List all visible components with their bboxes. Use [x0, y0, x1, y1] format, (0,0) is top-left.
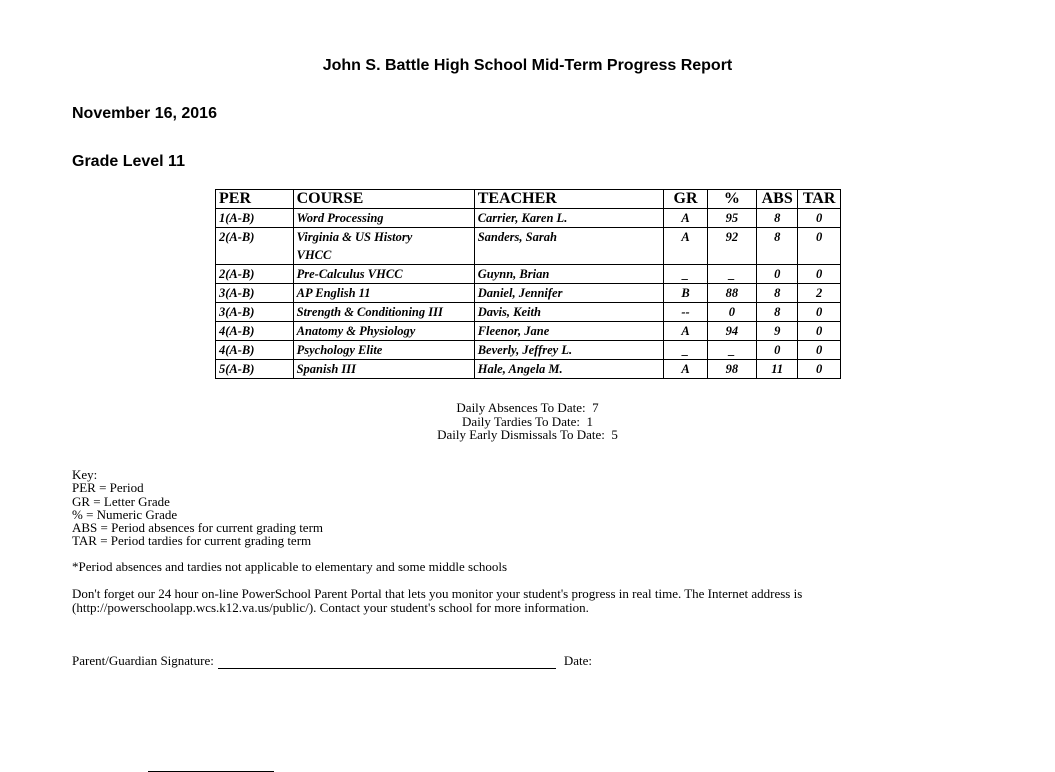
cell-abs: 11: [757, 360, 798, 379]
portal-notice: Don't forget our 24 hour on-line PowerSchool Parent Portal that lets you monitor your student's progress in real time. The Internet address is (http://powerschoolapp.wcs.k12.va.us/public/). Contact your student's school for more information.: [72, 586, 803, 615]
cell-per: 3(A-B): [216, 284, 294, 303]
cell-gr: A: [664, 360, 707, 379]
cell-per: 4(A-B): [216, 341, 294, 360]
cell-pct: _: [707, 341, 757, 360]
table-row: [216, 360, 841, 379]
table-row: [216, 265, 841, 284]
date-label: Date:: [563, 653, 593, 668]
cell-abs: 8: [757, 228, 798, 265]
table-row: [216, 303, 841, 322]
parent-signature-line: [218, 655, 556, 669]
attendance-summary: [0, 401, 1055, 442]
report-date: November 16, 2016: [72, 105, 217, 122]
cell-teacher: Davis, Keith: [474, 303, 664, 322]
cell-course-line2: VHCC: [296, 248, 332, 262]
cell-course: Strength & Conditioning III: [293, 303, 474, 322]
cell-course: Pre-Calculus VHCC: [293, 265, 474, 284]
cell-gr: _: [664, 265, 707, 284]
cell-per: 2(A-B): [216, 265, 294, 284]
cell-per: 4(A-B): [216, 322, 294, 341]
cell-teacher: Beverly, Jeffrey L.: [474, 341, 664, 360]
key-pct: % = Numeric Grade: [72, 506, 178, 522]
cell-per: 3(A-B): [216, 303, 294, 322]
cell-tar: 0: [798, 265, 841, 284]
cell-gr: A: [664, 209, 707, 228]
key-tar: TAR = Period tardies for current grading term: [72, 533, 312, 549]
cell-pct: _: [707, 265, 757, 284]
key-per: PER = Period: [72, 480, 144, 496]
table-row: [216, 209, 841, 228]
key-abs: ABS = Period absences for current grading term: [72, 520, 324, 536]
cell-tar: 0: [798, 209, 841, 228]
daily-absences: Daily Absences To Date: 7: [456, 400, 599, 415]
cell-pct: 98: [707, 360, 757, 379]
daily-early-dismissals: Daily Early Dismissals To Date: 5: [437, 427, 618, 442]
header-teacher: TEACHER: [474, 190, 664, 209]
cell-course: AP English 11: [293, 284, 474, 303]
cell-tar: 2: [798, 284, 841, 303]
cell-per: 2(A-B): [216, 228, 294, 265]
header-pct: %: [707, 190, 757, 209]
cell-gr: --: [664, 303, 707, 322]
cell-course: [293, 228, 474, 265]
cell-teacher: Daniel, Jennifer: [474, 284, 664, 303]
legend-key: [72, 468, 323, 548]
header-gr: GR: [664, 190, 707, 209]
cell-abs: 0: [757, 265, 798, 284]
cell-abs: 8: [757, 209, 798, 228]
cell-course: Anatomy & Physiology: [293, 322, 474, 341]
date-line: [148, 758, 274, 772]
cell-tar: 0: [798, 360, 841, 379]
cell-teacher: Guynn, Brian: [474, 265, 664, 284]
key-gr: GR = Letter Grade: [72, 493, 170, 509]
grade-level: Grade Level 11: [72, 153, 185, 170]
cell-tar: 0: [798, 228, 841, 265]
cell-gr: A: [664, 322, 707, 341]
cell-gr: _: [664, 341, 707, 360]
cell-course: Word Processing: [293, 209, 474, 228]
cell-abs: 8: [757, 303, 798, 322]
cell-pct: 88: [707, 284, 757, 303]
header-per: PER: [216, 190, 294, 209]
cell-pct: 95: [707, 209, 757, 228]
cell-per: 5(A-B): [216, 360, 294, 379]
cell-tar: 0: [798, 341, 841, 360]
cell-per: 1(A-B): [216, 209, 294, 228]
table-row: [216, 228, 841, 265]
report-title: John S. Battle High School Mid-Term Progress Report: [322, 57, 733, 74]
cell-pct: 0: [707, 303, 757, 322]
signature-section: [72, 653, 592, 669]
daily-tardies: Daily Tardies To Date: 1: [462, 413, 593, 429]
cell-pct: 92: [707, 228, 757, 265]
cell-gr: B: [664, 284, 707, 303]
cell-course: Spanish III: [293, 360, 474, 379]
cell-teacher: Sanders, Sarah: [474, 228, 664, 265]
cell-teacher: Carrier, Karen L.: [474, 209, 664, 228]
cell-course-line1: Virginia & US History: [296, 230, 413, 244]
header-tar: TAR: [798, 190, 841, 209]
progress-table: [215, 189, 841, 379]
period-note: *Period absences and tardies not applicable to elementary and some middle schools: [72, 559, 508, 574]
cell-gr: A: [664, 228, 707, 265]
cell-teacher: Hale, Angela M.: [474, 360, 664, 379]
table-row: [216, 341, 841, 360]
cell-course: Psychology Elite: [293, 341, 474, 360]
parent-signature-label: Parent/Guardian Signature:: [72, 653, 214, 668]
cell-teacher: Fleenor, Jane: [474, 322, 664, 341]
cell-tar: 0: [798, 322, 841, 341]
cell-pct: 94: [707, 322, 757, 341]
cell-abs: 0: [757, 341, 798, 360]
cell-tar: 0: [798, 303, 841, 322]
cell-abs: 9: [757, 322, 798, 341]
key-heading: Key:: [72, 467, 98, 482]
header-abs: ABS: [757, 190, 798, 209]
table-row: [216, 322, 841, 341]
cell-abs: 8: [757, 284, 798, 303]
table-row: [216, 284, 841, 303]
table-header-row: [216, 190, 841, 209]
header-course: COURSE: [293, 190, 474, 209]
